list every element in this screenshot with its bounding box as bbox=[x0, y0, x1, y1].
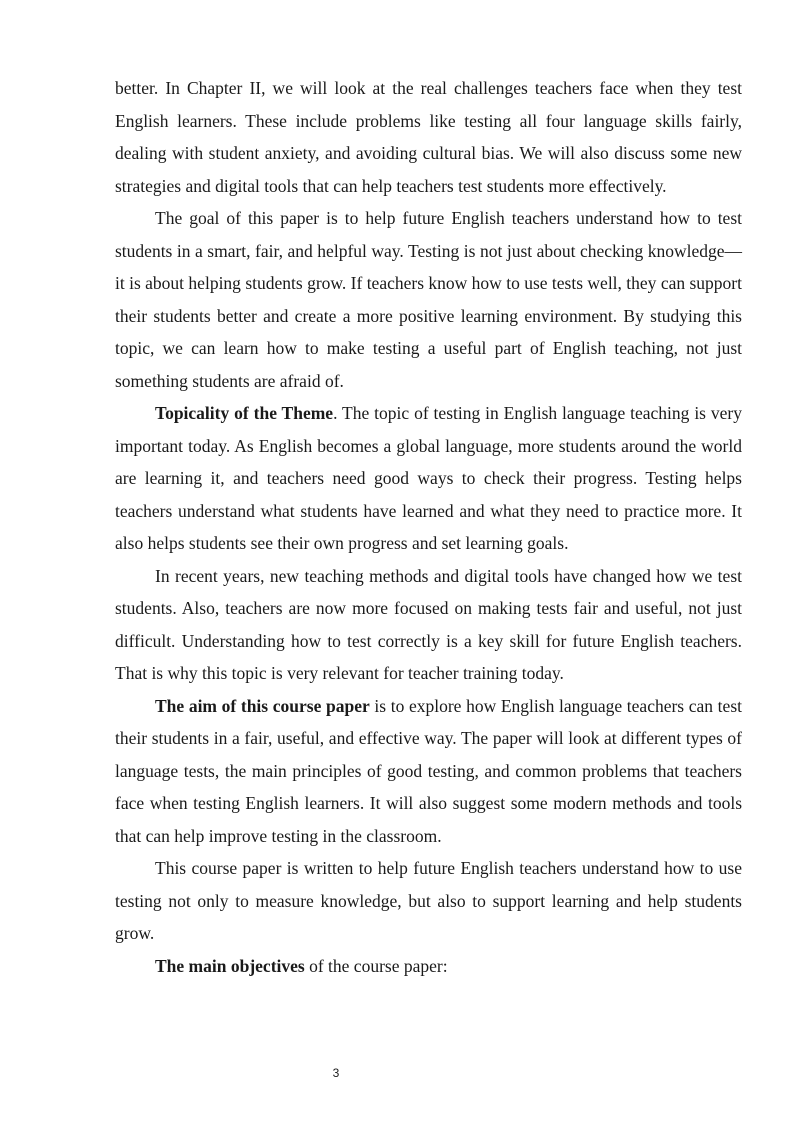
paragraph-aim bbox=[115, 690, 742, 853]
paragraph-text: The goal of this paper is to help future English teachers understand how to test students in a smart, fair, and helpful way. Testing is not just about checking knowledge—it is about helping students grow. If teachers know how to use tests well, they can support their students better and create a more positive learning environment. By studying this topic, we can learn how to make testing a useful part of English teaching, not just something students are afraid of. bbox=[115, 208, 742, 391]
paragraph-goal bbox=[115, 202, 742, 397]
section-heading-objectives: The main objectives bbox=[155, 955, 305, 976]
paragraph-text: is to explore how English language teachers can test their students in a fair, useful, and effective way. The paper will look at different types of language tests, the main principles of good testing, and common problems that teachers face when testing English learners. It will also suggest some modern methods and tools that can help improve testing in the classroom. bbox=[115, 695, 742, 846]
paragraph-topicality bbox=[115, 397, 742, 560]
paragraph-text: better. In Chapter II, we will look at the real challenges teachers face when they test English learners. These include problems like testing all four language skills fairly, dealing with student anxiety, and avoiding cultural bias. We will also discuss some new strategies and digital tools that can help teachers test students more effectively. bbox=[115, 78, 742, 196]
paragraph-text: In recent years, new teaching methods and digital tools have changed how we test students. Also, teachers are now more focused on making tests fair and useful, not just difficult. Understanding how to test correctly is a key skill for future English teachers. That is why this topic is very relevant for teacher training today. bbox=[115, 565, 742, 683]
paragraph-text: . The topic of testing in English language teaching is very important today. As English becomes a global language, more students around the world are learning it, and teachers need good ways to check their progress. Testing helps teachers understand what students have learned and what they need to practice more. It also helps students see their own progress and set learning goals. bbox=[115, 403, 742, 553]
paragraph-text: This course paper is written to help future English teachers understand how to use testing not only to measure knowledge, but also to support learning and help students grow. bbox=[115, 858, 742, 943]
paragraph-purpose bbox=[115, 852, 742, 950]
section-heading-aim: The aim of this course paper bbox=[155, 695, 370, 716]
paragraph-text: of the course paper: bbox=[304, 955, 448, 976]
paragraph-objectives bbox=[115, 950, 742, 983]
section-heading-topicality: Topicality of the Theme bbox=[155, 403, 334, 423]
paragraph-chapter-two-overview bbox=[115, 72, 742, 202]
page-number: 3 bbox=[332, 1066, 340, 1080]
paragraph-recent-years bbox=[115, 560, 742, 690]
document-body bbox=[115, 72, 742, 982]
